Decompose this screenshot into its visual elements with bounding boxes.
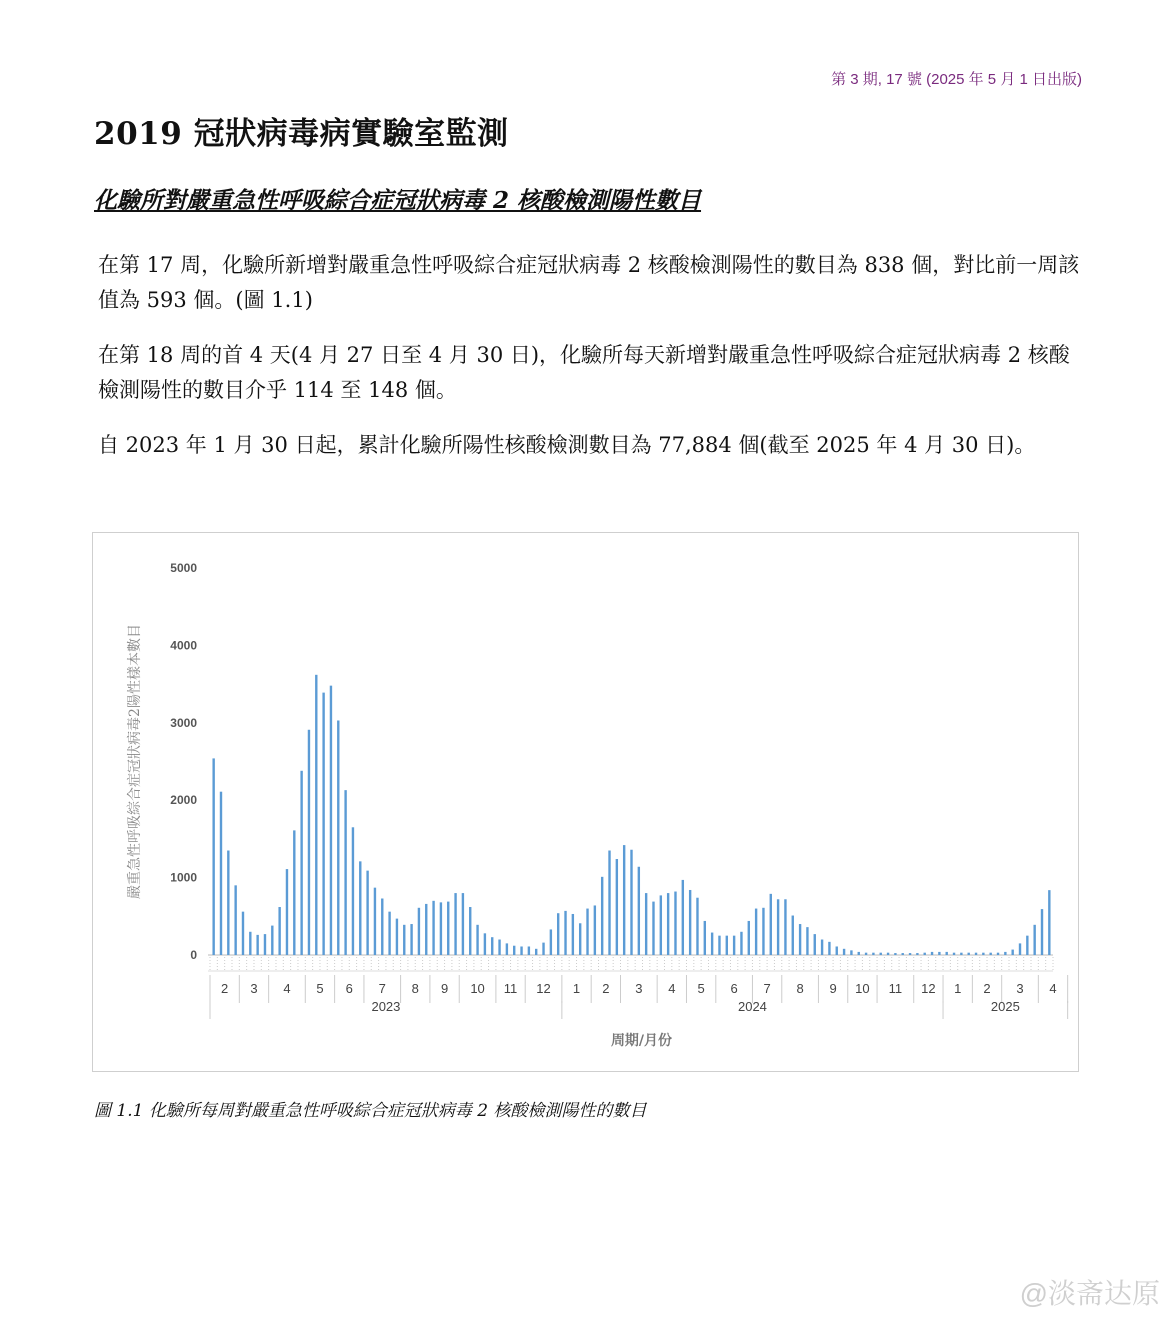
bar [630, 850, 632, 955]
bar [755, 909, 757, 955]
bar [1004, 952, 1006, 955]
bar [660, 895, 662, 955]
paragraph-weekly-count: 在第 17 周，化驗所新增對嚴重急性呼吸綜合症冠狀病毒 2 核酸檢測陽性的數目為 838 個，對比前一周該值為 593 個。(圖 1.1) [98, 253, 1080, 312]
bar [286, 869, 288, 955]
bar [814, 934, 816, 955]
bar [432, 901, 434, 955]
month-label: 3 [250, 981, 258, 996]
bar [454, 893, 456, 955]
bar [667, 893, 669, 955]
bar [997, 953, 999, 955]
month-label: 8 [796, 981, 804, 996]
bar [953, 953, 955, 955]
bar [462, 893, 464, 955]
bar [264, 934, 266, 955]
month-label: 7 [763, 981, 771, 996]
chart-frame [92, 532, 1079, 1072]
bar [579, 923, 581, 955]
bar [740, 932, 742, 955]
year-label: 2025 [990, 999, 1020, 1014]
bar [777, 899, 779, 955]
bar [1026, 936, 1028, 955]
bar [220, 792, 222, 955]
bar [381, 898, 383, 955]
month-label: 11 [503, 981, 518, 996]
bar [828, 942, 830, 955]
month-label: 7 [378, 981, 386, 996]
y-tick-label: 1000 [170, 870, 197, 885]
bar [366, 871, 368, 955]
bar [300, 771, 302, 955]
month-label: 10 [855, 981, 870, 996]
bar [403, 925, 405, 955]
bar [850, 950, 852, 955]
bar [792, 916, 794, 955]
bar [601, 877, 603, 955]
bar [212, 758, 214, 955]
bar [242, 912, 244, 955]
bar [836, 946, 838, 955]
bar [894, 953, 896, 955]
bar [872, 953, 874, 955]
year-label: 2024 [737, 999, 767, 1014]
section-subtitle: 化驗所對嚴重急性呼吸綜合症冠狀病毒 2 核酸檢測陽性數目 [94, 187, 702, 214]
bar [975, 953, 977, 955]
month-label: 1 [954, 981, 962, 996]
bar [234, 885, 236, 955]
bar [484, 933, 486, 955]
bar [520, 946, 522, 955]
month-label: 8 [411, 981, 419, 996]
bar [491, 937, 493, 955]
bar [418, 908, 420, 955]
bar [645, 893, 647, 955]
bar [946, 952, 948, 955]
bar [960, 953, 962, 955]
month-label: 3 [635, 981, 643, 996]
bar [410, 924, 412, 955]
bar [352, 827, 354, 955]
bar [1048, 890, 1050, 955]
bar [726, 936, 728, 955]
month-label: 3 [1016, 981, 1024, 996]
bar [704, 921, 706, 955]
bar [1041, 909, 1043, 955]
bar [256, 935, 258, 955]
bar [909, 953, 911, 955]
y-axis-label: 嚴重急性呼吸綜合症冠狀病毒2陽性樣本數目 [127, 624, 143, 899]
bar [447, 902, 449, 955]
bar [308, 730, 310, 955]
bar [674, 892, 676, 955]
bar [608, 851, 610, 955]
issue-line: 第 3 期, 17 號 (2025 年 5 月 1 日出版) [831, 71, 1082, 88]
y-tick-label: 2000 [170, 793, 197, 808]
y-tick-label: 4000 [170, 638, 197, 653]
month-label: 1 [572, 981, 581, 996]
bar [550, 929, 552, 955]
watermark: @淡斋达原 [1019, 1278, 1160, 1309]
month-label: 2 [983, 981, 991, 996]
paragraph-daily-count: 在第 18 周的首 4 天(4 月 27 日至 4 月 30 日)，化驗所每天新增對嚴重急性呼吸綜合症冠狀病毒 2 核酸檢測陽性的數目介乎 114 至 148 個。 [98, 343, 1070, 402]
bar [989, 953, 991, 955]
bar [770, 894, 772, 955]
bar [359, 861, 361, 955]
bar [1019, 943, 1021, 955]
bar [227, 851, 229, 955]
month-label: 2 [602, 981, 610, 996]
bar [968, 953, 970, 955]
bar [535, 949, 537, 955]
bar [542, 943, 544, 955]
bar [916, 953, 918, 955]
bar [425, 904, 427, 955]
month-label: 6 [345, 981, 353, 996]
bar [513, 946, 515, 955]
bar [696, 898, 698, 955]
bar [902, 953, 904, 955]
month-label: 6 [730, 981, 738, 996]
bar [557, 913, 559, 955]
bar [440, 902, 442, 955]
bar [799, 924, 801, 955]
bar [689, 890, 691, 955]
bar [469, 907, 471, 955]
month-label: 2 [221, 981, 229, 996]
bar [762, 908, 764, 955]
bar [1033, 925, 1035, 955]
month-label: 9 [440, 981, 449, 996]
bar [880, 953, 882, 955]
bar [337, 720, 339, 955]
bar [293, 830, 295, 955]
bar [271, 926, 273, 955]
bar [374, 888, 376, 955]
month-label: 4 [1049, 981, 1057, 996]
y-tick-label: 0 [190, 948, 197, 962]
month-label: 10 [470, 981, 485, 996]
bar [1011, 950, 1013, 955]
bar [322, 693, 324, 955]
bar [682, 880, 684, 955]
figure-caption: 圖 1.1 化驗所每周對嚴重急性呼吸綜合症冠狀病毒 2 核酸檢測陽性的數目 [94, 1101, 647, 1121]
bar [623, 845, 625, 955]
month-label: 5 [697, 981, 705, 996]
x-axis-label: 周期/月份 [610, 1033, 673, 1049]
bar [388, 912, 390, 955]
bar [594, 905, 596, 955]
bar [476, 925, 478, 955]
bar [616, 859, 618, 955]
month-label: 9 [829, 981, 837, 996]
bar [718, 936, 720, 955]
bar [924, 953, 926, 955]
y-tick-label: 3000 [170, 715, 197, 730]
bar [748, 921, 750, 955]
bar [396, 919, 398, 955]
bar [572, 914, 574, 955]
bar [249, 932, 251, 955]
month-label: 4 [283, 981, 291, 996]
weekly-positive-chart [93, 533, 1078, 1071]
bar [564, 911, 566, 955]
bar [821, 940, 823, 955]
bar [638, 867, 640, 955]
bar [586, 909, 588, 955]
bar [344, 790, 346, 955]
bar [843, 949, 845, 955]
bar [506, 943, 508, 955]
bar [733, 936, 735, 955]
month-label: 5 [316, 981, 324, 996]
bar [806, 927, 808, 955]
month-label: 11 [888, 981, 903, 996]
paragraph-cumulative: 自 2023 年 1 月 30 日起，累計化驗所陽性核酸檢測數目為 77,884 個(截至 2025 年 4 月 30 日)。 [98, 433, 1036, 457]
bar [858, 952, 860, 955]
page-title: 2019 冠狀病毒病實驗室監測 [94, 116, 509, 152]
month-label: 4 [668, 981, 676, 996]
bar [938, 952, 940, 955]
month-label: 12 [536, 981, 551, 996]
bar [982, 953, 984, 955]
bar [931, 952, 933, 955]
bar [315, 675, 317, 955]
month-label: 12 [921, 981, 936, 996]
bar [887, 953, 889, 955]
bar [330, 686, 332, 955]
bar [865, 953, 867, 955]
bar [528, 946, 530, 955]
bar [278, 907, 280, 955]
bar [498, 940, 500, 955]
bar [784, 899, 786, 955]
bar [711, 933, 713, 955]
bar [652, 902, 654, 955]
year-label: 2023 [371, 999, 401, 1014]
y-tick-label: 5000 [170, 561, 197, 575]
